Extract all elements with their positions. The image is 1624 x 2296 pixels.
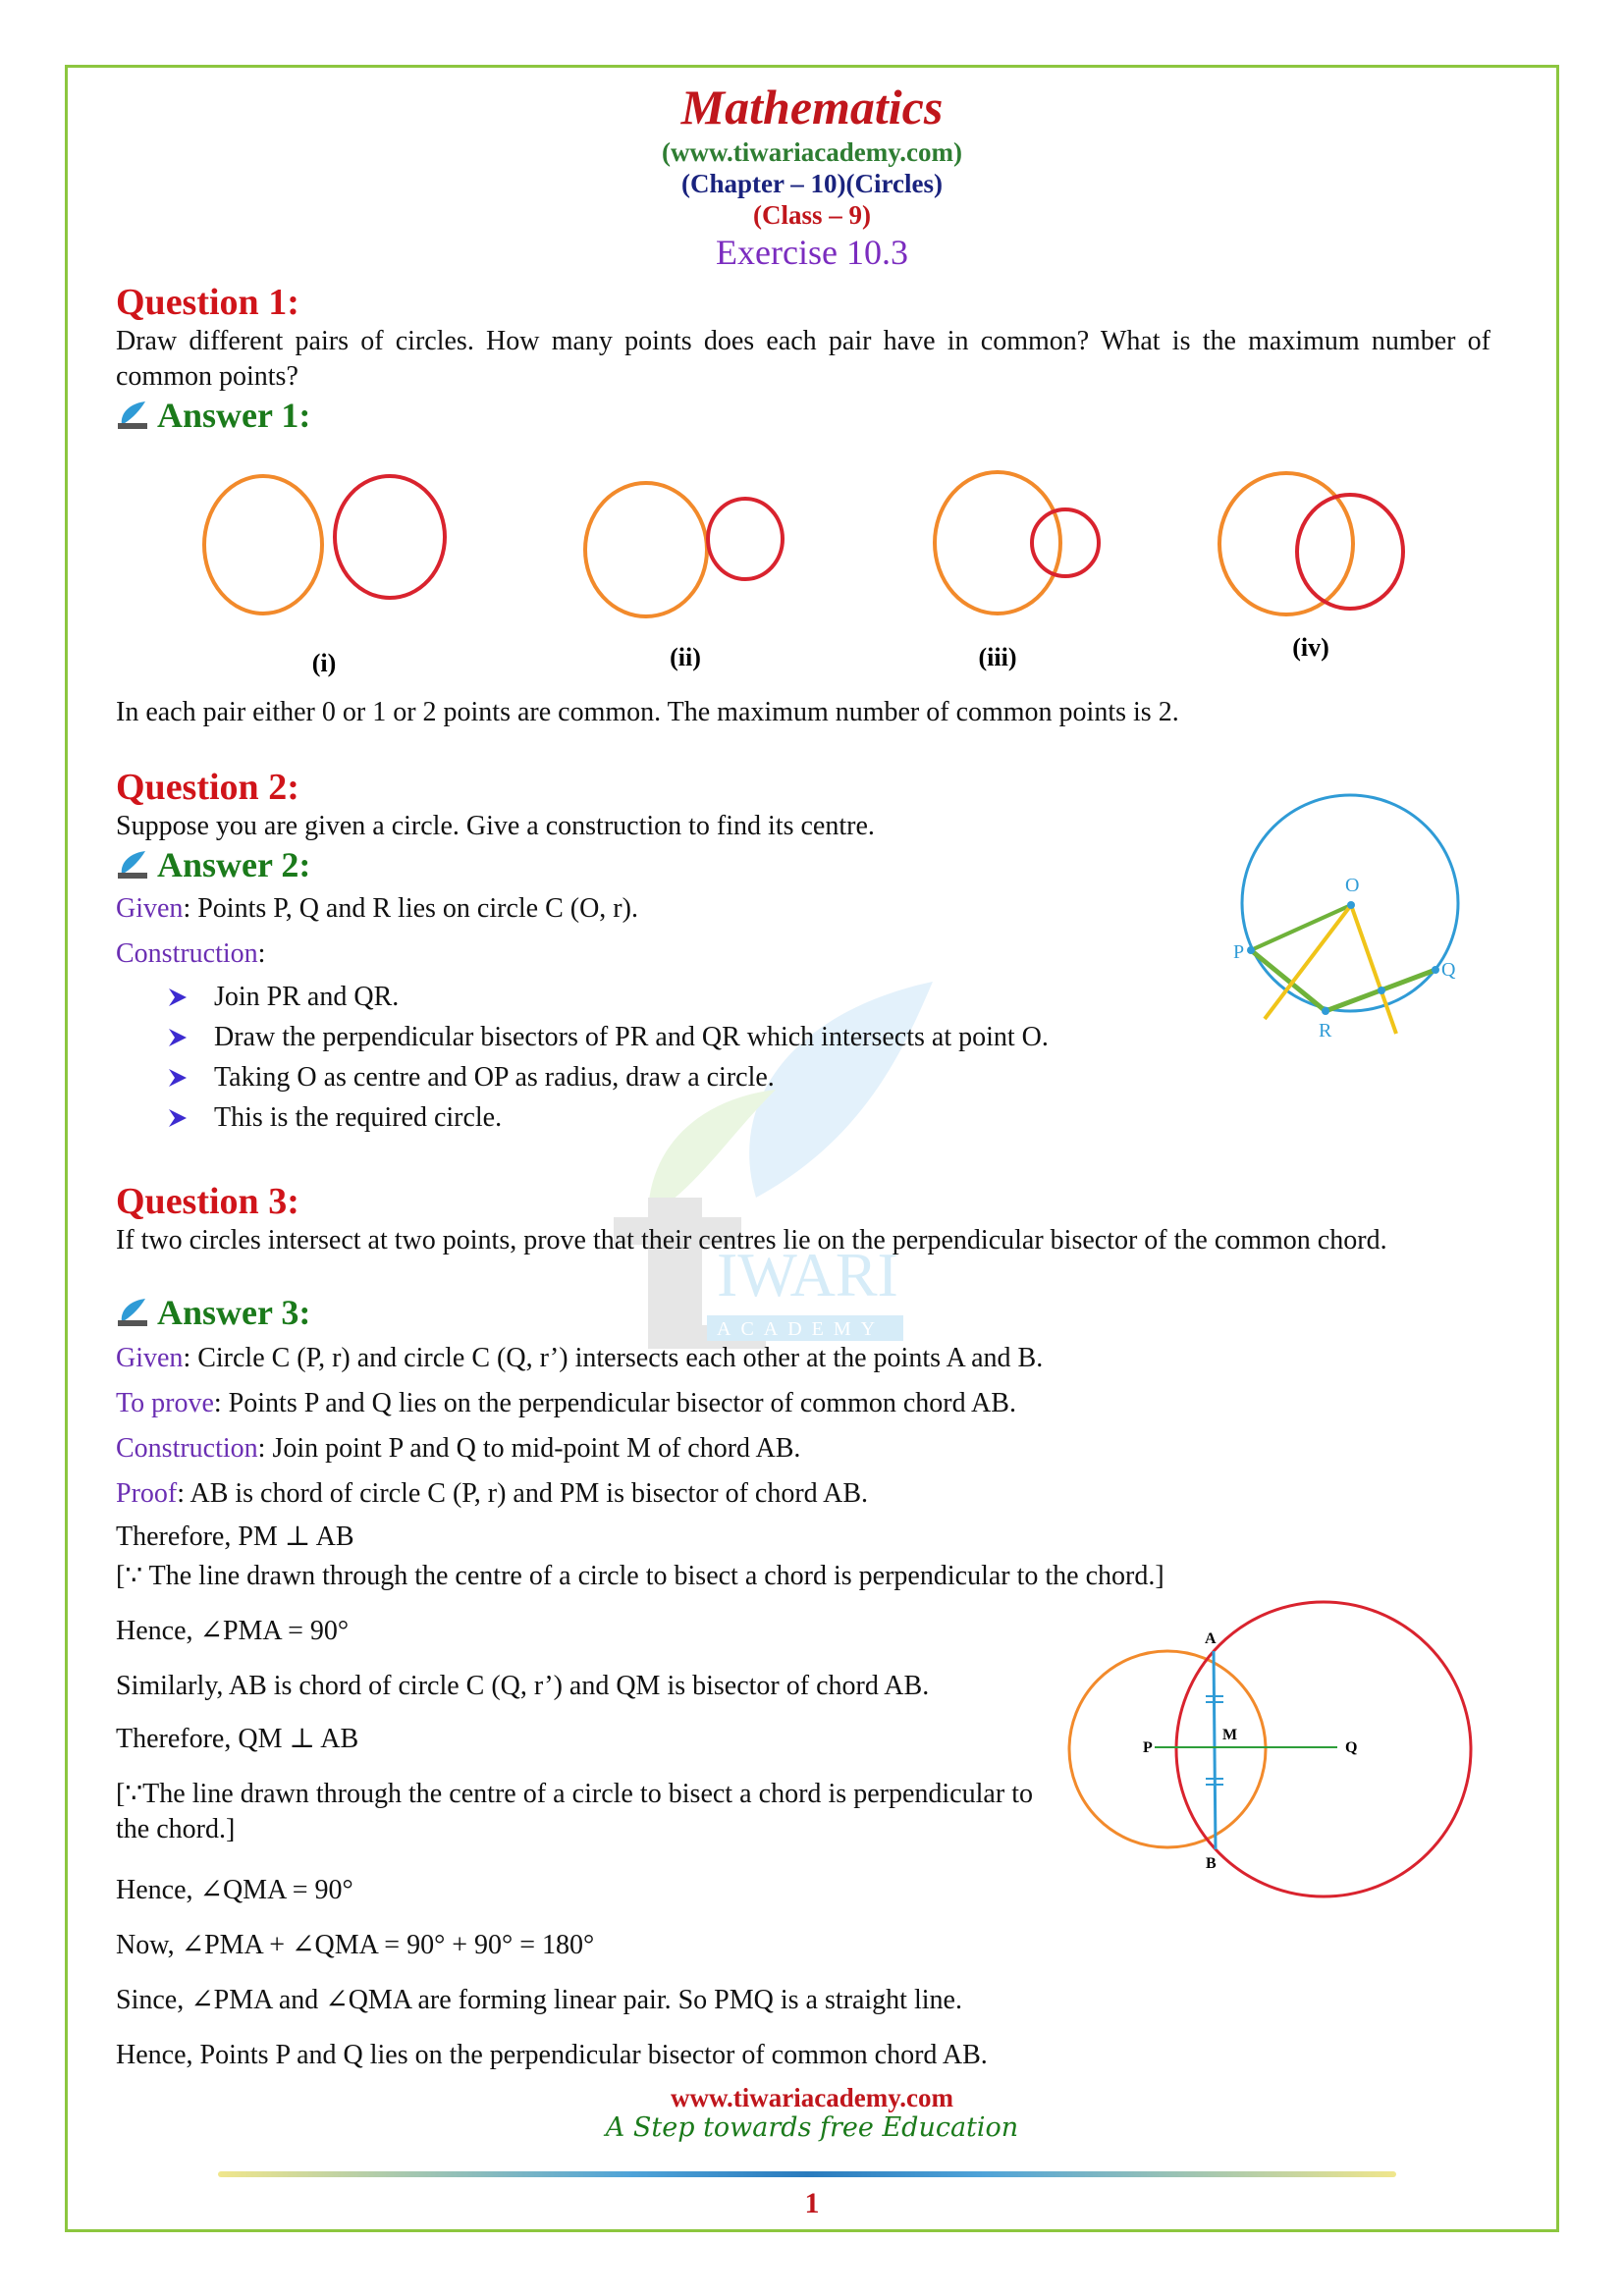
step-item [167, 980, 399, 1015]
arrow-bullet-icon [167, 1027, 189, 1048]
proof-line: Therefore, QM ⊥ AB [116, 1724, 359, 1754]
label-p: P [1143, 1739, 1153, 1756]
proof-line: Therefore, PM ⊥ AB [116, 1522, 354, 1552]
answer-2-label: Answer 2: [157, 845, 311, 884]
answer-3-heading [116, 1292, 310, 1333]
step-text: Taking O as centre and OP as radius, draw a circle. [214, 1062, 775, 1093]
pair-iii-circle-2 [1032, 509, 1099, 576]
given-text: : Circle C (P, r) and circle C (Q, r’) intersects each other at the points A and B. [183, 1343, 1044, 1373]
tiwari-logo-icon [116, 400, 149, 431]
label-r: R [1319, 1020, 1332, 1041]
given-text: : Points P, Q and R lies on circle C (O, r). [183, 893, 638, 924]
question-3-heading: Question 3: [116, 1181, 299, 1222]
pair-iv-circle-2 [1297, 495, 1403, 609]
question-3-text: If two circles intersect at two points, prove that their centres lie on the perpendicular bisector of the common chord. [116, 1225, 1387, 1255]
arrow-bullet-icon [167, 1067, 189, 1089]
step-item [167, 1060, 775, 1095]
q3-to-prove [116, 1386, 1016, 1421]
step-text: This is the required circle. [214, 1102, 503, 1133]
proof-line: Similarly, AB is chord of circle C (Q, r’) and QM is bisector of chord AB. [116, 1671, 930, 1701]
proof-text: : AB is chord of circle C (P, r) and PM is bisector of chord AB. [177, 1478, 869, 1509]
pair-iv-circle-1 [1219, 473, 1353, 614]
arrow-bullet-icon [167, 1107, 189, 1129]
proof-line: Hence, ∠PMA = 90° [116, 1616, 350, 1646]
tiwari-logo-icon [116, 849, 149, 881]
answer-1-heading [116, 395, 310, 436]
proof-line: [∵The line drawn through the centre of a circle to bisect a chord is perpendicular to the chord.] [116, 1779, 1033, 1844]
circle-q [1176, 1602, 1471, 1896]
exercise-title: Exercise 10.3 [716, 233, 908, 272]
chord-ab [1214, 1651, 1216, 1849]
construction-label: Construction [116, 938, 258, 969]
answer-3-label: Answer 3: [157, 1293, 311, 1332]
answer-2-heading [116, 844, 310, 885]
circle-centre-figure [1227, 785, 1483, 1050]
q3-proof [116, 1476, 868, 1512]
label-m: M [1222, 1727, 1238, 1743]
label-a: A [1205, 1630, 1217, 1647]
label-q: Q [1441, 959, 1456, 981]
circle-pairs-figure [187, 461, 1424, 687]
label-ii: (ii) [670, 643, 701, 671]
q2-construction [116, 936, 265, 972]
q2-given [116, 891, 638, 927]
arrow-bullet-icon [167, 987, 189, 1008]
label-iii: (iii) [978, 643, 1017, 671]
page-number: 1 [804, 2187, 820, 2219]
footer-divider [218, 2171, 1396, 2177]
given-label: Given [116, 893, 184, 924]
label-iv: (iv) [1292, 633, 1329, 662]
step-text: Draw the perpendicular bisectors of PR and QR which intersects at point O. [214, 1022, 1049, 1052]
step-item [167, 1020, 1049, 1055]
given-label: Given [116, 1343, 184, 1373]
pair-iii-circle-1 [935, 472, 1060, 614]
proof-line: Now, ∠PMA + ∠QMA = 90° + 90° = 180° [116, 1930, 595, 1960]
construction-text: : Join point P and Q to mid-point M of chord AB. [257, 1433, 801, 1464]
pair-ii-circle-2 [708, 499, 783, 579]
watermark-subtext: ACADEMY [717, 1318, 886, 1340]
proof-line: Hence, Points P and Q lies on the perpendicular bisector of common chord AB. [116, 2040, 988, 2070]
label-q: Q [1345, 1739, 1358, 1756]
proof-line: Hence, ∠QMA = 90° [116, 1875, 353, 1905]
proof-line: [∵ The line drawn through the centre of a circle to bisect a chord is perpendicular to the chord.] [116, 1561, 1164, 1591]
q3-given [116, 1341, 1043, 1376]
pair-i-circle-1 [204, 476, 322, 614]
footer-tagline: A Step towards free Education [605, 2112, 1019, 2143]
label-b: B [1206, 1855, 1217, 1872]
proof-line: Since, ∠PMA and ∠QMA are forming linear pair. So PMQ is a straight line. [116, 1985, 962, 2015]
pair-i-circle-2 [335, 476, 445, 598]
question-2-text: Suppose you are given a circle. Give a construction to find its centre. [116, 811, 875, 841]
bisector-qr [1351, 905, 1396, 1034]
tiwari-logo-icon [116, 1297, 149, 1328]
answer-1-label: Answer 1: [157, 396, 311, 435]
to-prove-label: To prove [116, 1388, 214, 1418]
construction-colon: : [257, 938, 266, 969]
question-1-heading: Question 1: [116, 282, 299, 323]
footer-website: www.tiwariacademy.com [671, 2083, 953, 2112]
header-chapter: (Chapter – 10)(Circles) [681, 169, 943, 198]
answer-1-text: In each pair either 0 or 1 or 2 points are common. The maximum number of common points is 2. [116, 697, 1179, 727]
construction-label: Construction [116, 1433, 258, 1464]
label-i: (i) [311, 649, 337, 677]
page-title: Mathematics [680, 80, 944, 134]
watermark-text: IWARI [717, 1240, 898, 1309]
header-website: (www.tiwariacademy.com) [662, 137, 962, 167]
label-o: O [1345, 875, 1360, 896]
question-2-heading: Question 2: [116, 767, 299, 808]
step-text: Join PR and QR. [214, 982, 400, 1012]
proof-label: Proof [116, 1478, 178, 1509]
intersecting-circles-figure [1060, 1600, 1483, 1904]
question-1-text: Draw different pairs of circles. How many points does each pair have in common? What is the maximum number of common points? [116, 326, 1490, 392]
label-p: P [1233, 941, 1245, 963]
to-prove-text: : Points P and Q lies on the perpendicular bisector of common chord AB. [213, 1388, 1016, 1418]
step-item [167, 1100, 502, 1136]
pair-ii-circle-1 [585, 483, 707, 616]
circle-p [1069, 1651, 1266, 1847]
q3-construction [116, 1431, 800, 1467]
header-class: (Class – 9) [753, 200, 871, 230]
